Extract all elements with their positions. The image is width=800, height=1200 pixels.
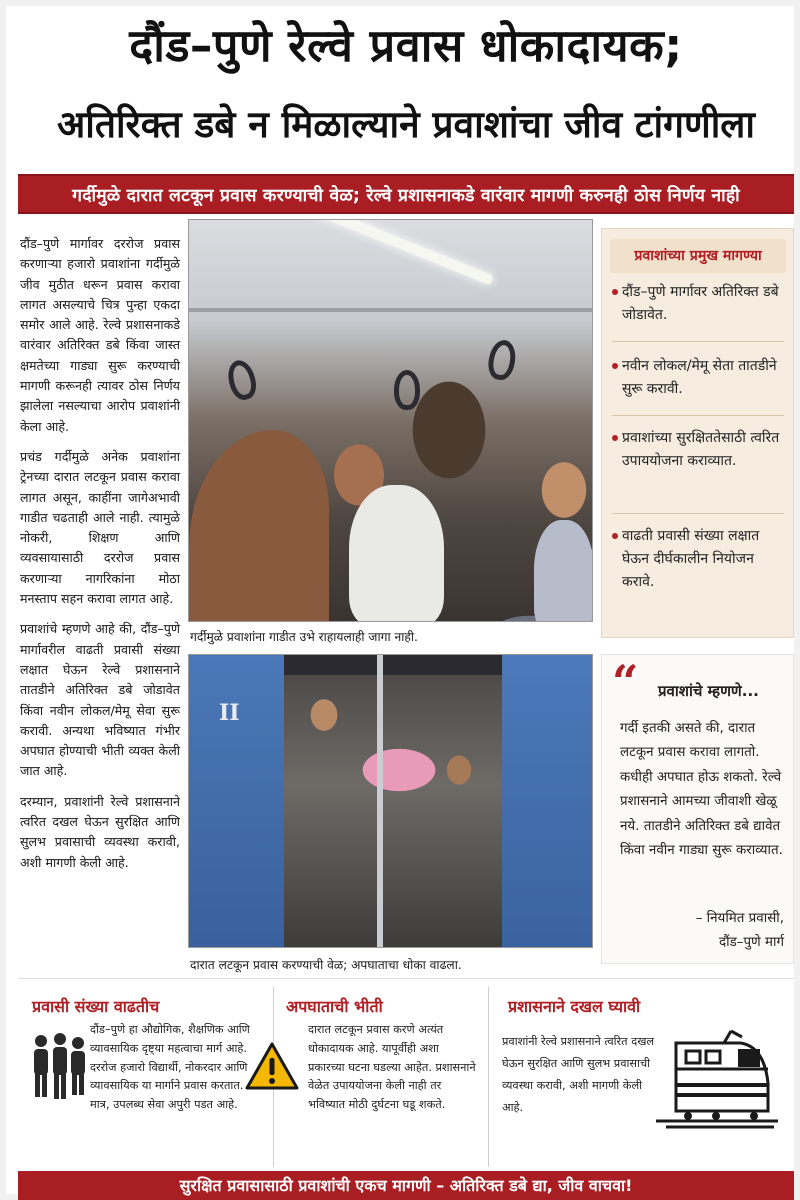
passenger-quote-box: [601, 654, 794, 964]
door-pole: [377, 655, 383, 948]
demand-item: दौंड–पुणे मार्गावर अतिरिक्त डबे जोडावेत.: [622, 281, 787, 327]
article-paragraph-4: दरम्यान, प्रवाशांनी रेल्वे प्रशासनाने त्वरित दखल घेऊन सुरक्षित आणि सुलभ प्रवासाची व्यवस्था करावी, अशी मागणी केली आहे.: [20, 793, 180, 870]
article-paragraph-2: प्रचंड गर्दीमुळे अनेक प्रवाशांना ट्रेनच्या दारात लटकून प्रवास करावा लागत असून, काहींना जागेअभावी गाडीत चढताही आले नाही. त्यामुळे नोकरी, शिक्षण आणि व्यवसायासाठी दररोज प्रवास करणाऱ्या नागरिकांना मोठा मनस्ताप सहन करावा लागत आहे.: [20, 448, 180, 607]
grab-handle: [394, 370, 420, 410]
photo-caption-1: गर्दीमुळे प्रवाशांना गाडीत उभे राहायलाही जागा नाही.: [190, 630, 418, 644]
bullet-icon: [612, 363, 618, 369]
info-title-administration-action: प्रशासनाने दखल घ्यावी: [508, 997, 641, 1016]
article-body: [20, 234, 180, 883]
quote-author-route: दौंड–पुणे मार्ग: [719, 935, 784, 950]
crowded-train-interior-photo: [188, 219, 593, 622]
demand-item: वाढती प्रवासी संख्या लक्षात घेऊन दीर्घकालीन नियोजन करावे.: [622, 525, 787, 594]
demand-item: नवीन लोकल/मेमू सेता तातडीने सुरू करावी.: [622, 355, 787, 401]
warning-icon: [244, 1041, 300, 1091]
passenger: [349, 485, 444, 622]
train-door-crowd-photo: [188, 654, 593, 948]
photo-caption-2: दारात लटकून प्रवास करण्याची वेळ; अपघाताचा धोका वाढला.: [190, 958, 462, 972]
grab-handle: [224, 357, 259, 402]
passenger: [534, 520, 593, 622]
quote-author: – नियमित प्रवासी,: [695, 911, 784, 926]
info-text-passenger-growth: दौंड–पुणे हा औद्योगिक, शैक्षणिक आणि व्यावसायिक दृष्ट्या महत्वाचा मार्ग आहे. दररोज हजारो विद्यार्थी, नोकरदार आणि व्यावसायिक या मार्गाने प्रवास करतात. मात्र, उपलब्ध सेवा अपुरी पडत आहे.: [90, 1023, 250, 1112]
divider: [612, 415, 784, 416]
grab-handle: [486, 338, 519, 382]
people-icon: [28, 1031, 90, 1103]
article-paragraph-1: दौंड–पुणे मार्गावर दररोज प्रवास करणाऱ्या हजारो प्रवाशांना गर्दीमुळे जीव मुठीत धरून प्रवास करावा लागत असल्याचे चित्र पुन्हा एकदा समोर आले आहे. रेल्वे प्रशासनाकडे वारंवार अतिरिक्त डबे किंवा जास्त क्षमतेच्या गाड्या सुरू करण्याची मागणी करूनही त्यावर ठोस निर्णय झालेला नसल्याचा आरोप प्रवाशांनी केला आहे.: [20, 236, 180, 434]
demands-title: प्रवाशांच्या प्रमुख मागण्या: [610, 239, 786, 273]
info-title-passenger-growth: प्रवासी संख्या वाढतीच: [32, 997, 160, 1016]
footer-band: सुरक्षित प्रवासासाठी प्रवाशांची एकच मागणी – अतिरिक्त डबे द्या, जीव वाचवा!: [18, 1171, 794, 1200]
bullet-icon: [612, 533, 618, 539]
headline-line-2: अतिरिक्त डबे न मिळाल्याने प्रवाशांचा जीव टांगणीला: [57, 103, 755, 146]
bullet-icon: [612, 435, 618, 441]
train-door-panel: [502, 655, 592, 948]
subheadline-band: गर्दीमुळे दारात लटकून प्रवास करण्याची वेळ; रेल्वे प्रशासनाकडे वारंवार मागणी करुनही ठोस निर्णय नाही: [18, 174, 794, 214]
quote-text: गर्दी इतकी असते की, दारात लटकून प्रवास करावा लागतो. कधीही अपघात होऊ शकतो. रेल्वे प्रशासनाने आमच्या जीवाशी खेळू नये. तातडीने अतिरिक्त डबे द्यावेत किंवा नवीन गाड्या सुरू कराव्यात.: [620, 721, 783, 859]
overhead-rail: [189, 308, 593, 312]
headline-line-1: दौंड–पुणे रेल्वे प्रवास धोकादायक;: [129, 19, 683, 72]
divider: [612, 341, 784, 342]
train-door-panel: [189, 655, 284, 948]
article-paragraph-3: प्रवाशांचे म्हणणे आहे की, दौंड–पुणे मार्गावरील वाढती प्रवासी संख्या लक्षात घेऊन रेल्वे प्रशासनाने तातडीने अतिरिक्त डबे जोडावेत किंवा नवीन लोकल/मेमू सेवा सुरू करावी. अन्यथा भविष्यात गंभीर अपघात होण्याची भीती व्यक्त केली जात आहे.: [20, 621, 180, 779]
train-icon: [646, 1023, 786, 1131]
demand-item: प्रवाशांच्या सुरक्षिततेसाठी त्वरित उपाययोजना कराव्यात.: [622, 427, 787, 473]
info-title-accident-fear: अपघाताची भीती: [286, 997, 383, 1016]
info-text-accident-fear: दारात लटकून प्रवास करणे अत्यंत धोकादायक आहे. यापूर्वीही अशा प्रकारच्या घटना घडल्या आहेत. प्रशासनाने वेळेत उपाययोजना केली नाही तर भविष्यात मोठी दुर्घटना घडू शकते.: [308, 1023, 476, 1112]
ceiling-light: [314, 219, 494, 285]
bullet-icon: [612, 289, 618, 295]
coach-class-mark: II: [219, 700, 240, 726]
demands-box: [601, 228, 794, 638]
info-columns: [18, 978, 794, 1170]
column-divider: [488, 987, 489, 1167]
passenger-crowd: [284, 675, 504, 948]
passenger: [189, 430, 329, 622]
divider: [612, 513, 784, 514]
quote-mark-icon: “: [612, 655, 639, 709]
quote-title: प्रवाशांचे म्हणणे...: [658, 682, 759, 700]
info-text-administration-action: प्रवाशांनी रेल्वे प्रशासनाने त्वरित दखल घेऊन सुरक्षित आणि सुलभ प्रवासाची व्यवस्था करावी, अशी मागणी केली आहे.: [502, 1035, 655, 1114]
